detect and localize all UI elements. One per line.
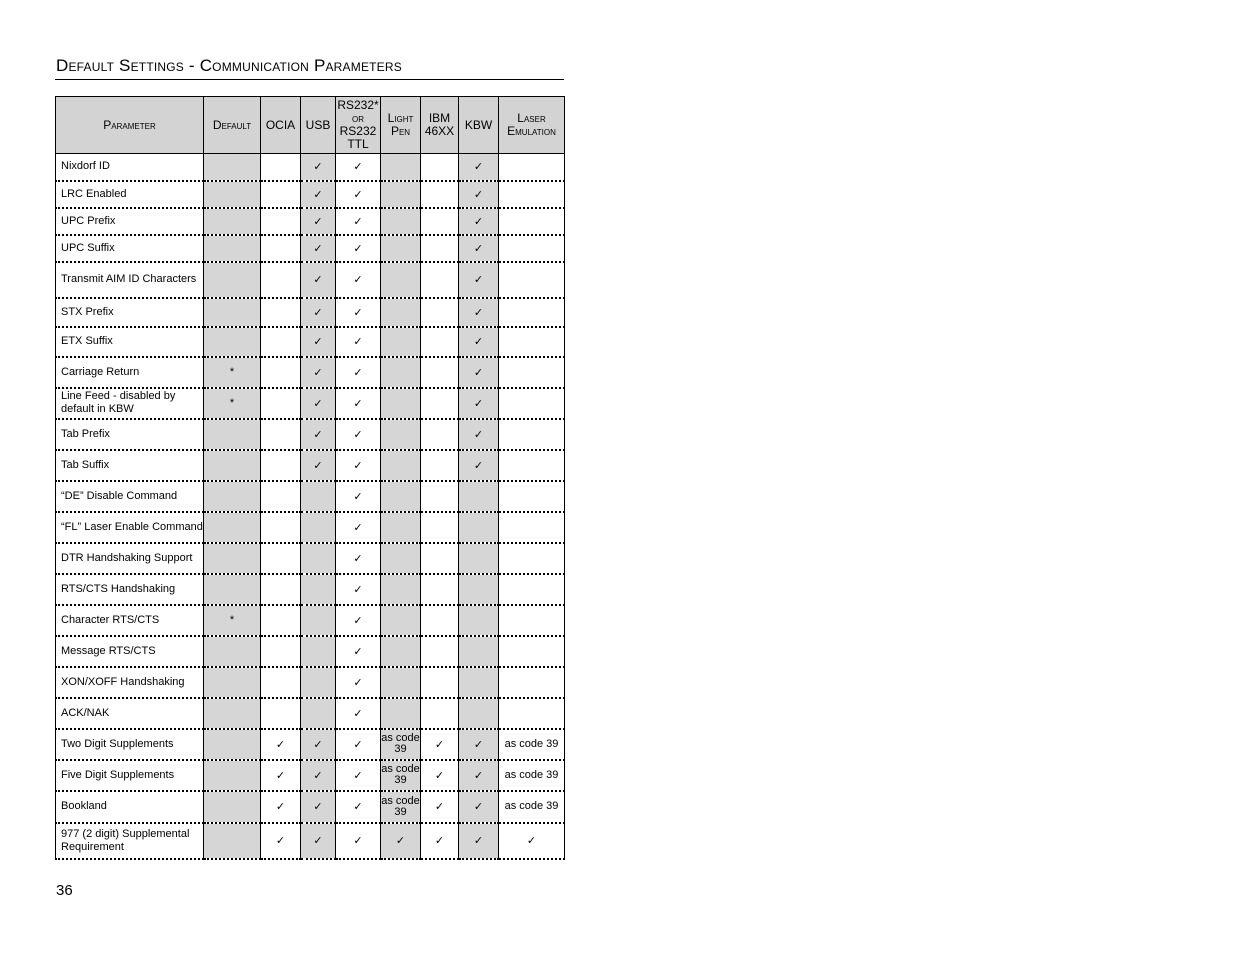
cell-lightpen <box>381 450 421 481</box>
checkmark-icon: ✓ <box>459 791 499 823</box>
cell-laser <box>499 574 565 605</box>
cell-ocia <box>261 181 301 208</box>
parameter-name: XON/XOFF Handshaking <box>56 667 204 698</box>
parameter-name: LRC Enabled <box>56 181 204 208</box>
checkmark-icon: ✓ <box>336 823 381 859</box>
checkmark-icon: ✓ <box>336 154 381 181</box>
header-rs232-line4: TTL <box>347 137 369 151</box>
table-row <box>56 262 565 298</box>
parameter-name: STX Prefix <box>56 298 204 327</box>
cell-ibm <box>421 208 459 235</box>
cell-laser <box>499 667 565 698</box>
cell-lightpen: as code 39 <box>381 791 421 823</box>
checkmark-icon: ✓ <box>336 760 381 791</box>
table-row <box>56 636 565 667</box>
cell-default <box>204 791 261 823</box>
parameter-name: ETX Suffix <box>56 327 204 357</box>
cell-ibm <box>421 154 459 181</box>
cell-lightpen <box>381 388 421 419</box>
cell-laser <box>499 481 565 512</box>
checkmark-icon: ✓ <box>459 419 499 450</box>
cell-ibm <box>421 574 459 605</box>
cell-usb <box>301 574 336 605</box>
checkmark-icon: ✓ <box>336 181 381 208</box>
cell-ocia <box>261 419 301 450</box>
cell-kbw <box>459 667 499 698</box>
cell-ibm <box>421 327 459 357</box>
table-row <box>56 574 565 605</box>
header-default: Default <box>204 97 261 154</box>
cell-usb <box>301 698 336 729</box>
header-row <box>56 97 565 154</box>
checkmark-icon: ✓ <box>459 181 499 208</box>
cell-laser: as code 39 <box>499 760 565 791</box>
parameter-name: Tab Prefix <box>56 419 204 450</box>
cell-ocia <box>261 357 301 388</box>
header-parameter: Parameter <box>56 97 204 154</box>
checkmark-icon: ✓ <box>301 327 336 357</box>
cell-default <box>204 208 261 235</box>
cell-laser <box>499 605 565 636</box>
cell-default <box>204 181 261 208</box>
checkmark-icon: ✓ <box>301 181 336 208</box>
header-usb: USB <box>301 97 336 154</box>
default-star: * <box>204 388 261 419</box>
cell-lightpen <box>381 574 421 605</box>
header-rs232-line1: RS232* <box>337 98 379 112</box>
table-row <box>56 481 565 512</box>
cell-lightpen: as code 39 <box>381 760 421 791</box>
cell-default <box>204 450 261 481</box>
checkmark-icon: ✓ <box>381 823 421 859</box>
checkmark-icon: ✓ <box>421 760 459 791</box>
parameter-name: Bookland <box>56 791 204 823</box>
cell-lightpen <box>381 154 421 181</box>
parameter-name: UPC Prefix <box>56 208 204 235</box>
checkmark-icon: ✓ <box>301 823 336 859</box>
cell-default <box>204 262 261 298</box>
checkmark-icon: ✓ <box>261 760 301 791</box>
cell-default <box>204 298 261 327</box>
cell-ibm <box>421 667 459 698</box>
cell-ocia <box>261 481 301 512</box>
cell-lightpen <box>381 481 421 512</box>
header-ocia: OCIA <box>261 97 301 154</box>
cell-default <box>204 543 261 574</box>
table-row <box>56 791 565 823</box>
header-rs232 <box>336 97 381 154</box>
checkmark-icon: ✓ <box>301 419 336 450</box>
cell-laser: as code 39 <box>499 791 565 823</box>
cell-lightpen <box>381 298 421 327</box>
cell-lightpen <box>381 262 421 298</box>
page-number: 36 <box>56 882 73 899</box>
cell-ocia <box>261 154 301 181</box>
checkmark-icon: ✓ <box>301 760 336 791</box>
cell-ocia <box>261 388 301 419</box>
checkmark-icon: ✓ <box>336 636 381 667</box>
checkmark-icon: ✓ <box>336 357 381 388</box>
cell-default <box>204 512 261 543</box>
cell-lightpen <box>381 181 421 208</box>
cell-ocia <box>261 605 301 636</box>
parameter-name: UPC Suffix <box>56 235 204 262</box>
cell-ibm <box>421 419 459 450</box>
cell-ibm <box>421 450 459 481</box>
checkmark-icon: ✓ <box>421 823 459 859</box>
cell-lightpen <box>381 419 421 450</box>
checkmark-icon: ✓ <box>301 357 336 388</box>
page-title: Default Settings - Communication Parameters <box>56 56 402 75</box>
cell-kbw <box>459 636 499 667</box>
cell-ocia <box>261 298 301 327</box>
cell-ocia <box>261 512 301 543</box>
cell-usb <box>301 636 336 667</box>
parameter-name: Message RTS/CTS <box>56 636 204 667</box>
table-row <box>56 698 565 729</box>
checkmark-icon: ✓ <box>336 388 381 419</box>
table-row <box>56 327 565 357</box>
cell-ocia <box>261 543 301 574</box>
checkmark-icon: ✓ <box>336 327 381 357</box>
default-star: * <box>204 357 261 388</box>
table-row <box>56 357 565 388</box>
cell-laser <box>499 450 565 481</box>
parameter-name: ACK/NAK <box>56 698 204 729</box>
checkmark-icon: ✓ <box>336 574 381 605</box>
cell-lightpen <box>381 235 421 262</box>
table-row <box>56 823 565 859</box>
cell-ibm <box>421 481 459 512</box>
cell-default <box>204 419 261 450</box>
checkmark-icon: ✓ <box>336 791 381 823</box>
cell-laser <box>499 636 565 667</box>
cell-ibm <box>421 543 459 574</box>
cell-laser <box>499 181 565 208</box>
default-star: * <box>204 605 261 636</box>
table-row <box>56 154 565 181</box>
checkmark-icon: ✓ <box>459 450 499 481</box>
cell-kbw <box>459 481 499 512</box>
checkmark-icon: ✓ <box>336 698 381 729</box>
cell-default <box>204 574 261 605</box>
table-row <box>56 605 565 636</box>
checkmark-icon: ✓ <box>336 481 381 512</box>
cell-lightpen <box>381 543 421 574</box>
checkmark-icon: ✓ <box>301 450 336 481</box>
cell-ocia <box>261 262 301 298</box>
header-laser-line1: Laser <box>517 111 546 125</box>
cell-default <box>204 235 261 262</box>
checkmark-icon: ✓ <box>261 823 301 859</box>
checkmark-icon: ✓ <box>301 235 336 262</box>
cell-laser <box>499 357 565 388</box>
checkmark-icon: ✓ <box>421 791 459 823</box>
cell-lightpen <box>381 327 421 357</box>
cell-ocia <box>261 667 301 698</box>
table-row <box>56 512 565 543</box>
checkmark-icon: ✓ <box>336 450 381 481</box>
checkmark-icon: ✓ <box>336 512 381 543</box>
checkmark-icon: ✓ <box>459 262 499 298</box>
parameter-name: RTS/CTS Handshaking <box>56 574 204 605</box>
cell-default <box>204 823 261 859</box>
checkmark-icon: ✓ <box>459 357 499 388</box>
header-rs232-line3: RS232 <box>339 124 377 138</box>
parameter-name: Two Digit Supplements <box>56 729 204 760</box>
table-row <box>56 388 565 419</box>
checkmark-icon: ✓ <box>301 262 336 298</box>
table-row <box>56 450 565 481</box>
communication-parameters-table <box>55 96 565 860</box>
checkmark-icon: ✓ <box>261 729 301 760</box>
checkmark-icon: ✓ <box>459 760 499 791</box>
cell-ocia <box>261 574 301 605</box>
cell-usb <box>301 605 336 636</box>
cell-kbw <box>459 512 499 543</box>
cell-kbw <box>459 698 499 729</box>
cell-ibm <box>421 235 459 262</box>
cell-kbw <box>459 605 499 636</box>
checkmark-icon: ✓ <box>261 791 301 823</box>
table-row <box>56 760 565 791</box>
cell-laser <box>499 298 565 327</box>
cell-laser: as code 39 <box>499 729 565 760</box>
table-row <box>56 181 565 208</box>
header-light-pen <box>381 97 421 154</box>
checkmark-icon: ✓ <box>301 729 336 760</box>
cell-laser <box>499 235 565 262</box>
cell-lightpen <box>381 208 421 235</box>
cell-ocia <box>261 636 301 667</box>
checkmark-icon: ✓ <box>459 154 499 181</box>
cell-ibm <box>421 388 459 419</box>
parameter-name: “FL” Laser Enable Command <box>56 512 204 543</box>
parameter-name: Line Feed - disabled by default in KBW <box>56 388 204 419</box>
header-ibm-line2: 46XX <box>424 124 455 138</box>
cell-ocia <box>261 327 301 357</box>
checkmark-icon: ✓ <box>336 605 381 636</box>
cell-lightpen <box>381 512 421 543</box>
header-kbw: KBW <box>459 97 499 154</box>
cell-laser <box>499 419 565 450</box>
checkmark-icon: ✓ <box>336 729 381 760</box>
checkmark-icon: ✓ <box>459 823 499 859</box>
parameter-name: Five Digit Supplements <box>56 760 204 791</box>
checkmark-icon: ✓ <box>301 154 336 181</box>
cell-default <box>204 729 261 760</box>
cell-laser <box>499 388 565 419</box>
parameter-name: DTR Handshaking Support <box>56 543 204 574</box>
header-ibm <box>421 97 459 154</box>
cell-laser <box>499 262 565 298</box>
checkmark-icon: ✓ <box>459 327 499 357</box>
parameter-name: Character RTS/CTS <box>56 605 204 636</box>
checkmark-icon: ✓ <box>336 235 381 262</box>
header-light-pen-line2: Pen <box>390 124 411 138</box>
cell-lightpen <box>381 357 421 388</box>
header-laser-line2: Emulation <box>507 124 556 138</box>
checkmark-icon: ✓ <box>301 791 336 823</box>
cell-laser <box>499 154 565 181</box>
cell-lightpen <box>381 698 421 729</box>
checkmark-icon: ✓ <box>459 235 499 262</box>
cell-default <box>204 636 261 667</box>
cell-ibm <box>421 262 459 298</box>
checkmark-icon: ✓ <box>459 729 499 760</box>
cell-usb <box>301 481 336 512</box>
cell-usb <box>301 512 336 543</box>
cell-ocia <box>261 450 301 481</box>
table-row <box>56 419 565 450</box>
checkmark-icon: ✓ <box>499 823 565 859</box>
table-row <box>56 235 565 262</box>
checkmark-icon: ✓ <box>336 667 381 698</box>
table-row <box>56 208 565 235</box>
table-row <box>56 298 565 327</box>
cell-usb <box>301 667 336 698</box>
table-row <box>56 729 565 760</box>
parameter-name: Tab Suffix <box>56 450 204 481</box>
parameter-name: 977 (2 digit) Supplemental Requirement <box>56 823 204 859</box>
parameter-name: Nixdorf ID <box>56 154 204 181</box>
parameter-name: Transmit AIM ID Characters <box>56 262 204 298</box>
checkmark-icon: ✓ <box>421 729 459 760</box>
cell-ocia <box>261 698 301 729</box>
table-row <box>56 667 565 698</box>
cell-lightpen: as code 39 <box>381 729 421 760</box>
cell-kbw <box>459 574 499 605</box>
parameter-name: “DE” Disable Command <box>56 481 204 512</box>
cell-lightpen <box>381 605 421 636</box>
checkmark-icon: ✓ <box>336 262 381 298</box>
cell-lightpen <box>381 636 421 667</box>
cell-ocia <box>261 235 301 262</box>
cell-default <box>204 698 261 729</box>
cell-ibm <box>421 181 459 208</box>
checkmark-icon: ✓ <box>301 388 336 419</box>
header-ibm-line1: IBM <box>428 111 451 125</box>
cell-ibm <box>421 636 459 667</box>
cell-laser <box>499 543 565 574</box>
table-row <box>56 543 565 574</box>
cell-default <box>204 327 261 357</box>
cell-ibm <box>421 357 459 388</box>
cell-ibm <box>421 698 459 729</box>
checkmark-icon: ✓ <box>301 298 336 327</box>
cell-ocia <box>261 208 301 235</box>
cell-lightpen <box>381 667 421 698</box>
cell-ibm <box>421 512 459 543</box>
cell-default <box>204 154 261 181</box>
parameter-name: Carriage Return <box>56 357 204 388</box>
cell-ibm <box>421 605 459 636</box>
cell-laser <box>499 512 565 543</box>
cell-usb <box>301 543 336 574</box>
header-laser-emulation <box>499 97 565 154</box>
checkmark-icon: ✓ <box>336 419 381 450</box>
title-underline <box>55 79 564 80</box>
cell-laser <box>499 327 565 357</box>
cell-default <box>204 667 261 698</box>
header-light-pen-line1: Light <box>387 111 414 125</box>
cell-default <box>204 481 261 512</box>
header-rs232-line2: or <box>352 111 364 125</box>
cell-ibm <box>421 298 459 327</box>
cell-default <box>204 760 261 791</box>
checkmark-icon: ✓ <box>459 388 499 419</box>
cell-laser <box>499 698 565 729</box>
cell-laser <box>499 208 565 235</box>
checkmark-icon: ✓ <box>336 298 381 327</box>
cell-kbw <box>459 543 499 574</box>
checkmark-icon: ✓ <box>336 543 381 574</box>
checkmark-icon: ✓ <box>336 208 381 235</box>
checkmark-icon: ✓ <box>459 208 499 235</box>
checkmark-icon: ✓ <box>301 208 336 235</box>
checkmark-icon: ✓ <box>459 298 499 327</box>
